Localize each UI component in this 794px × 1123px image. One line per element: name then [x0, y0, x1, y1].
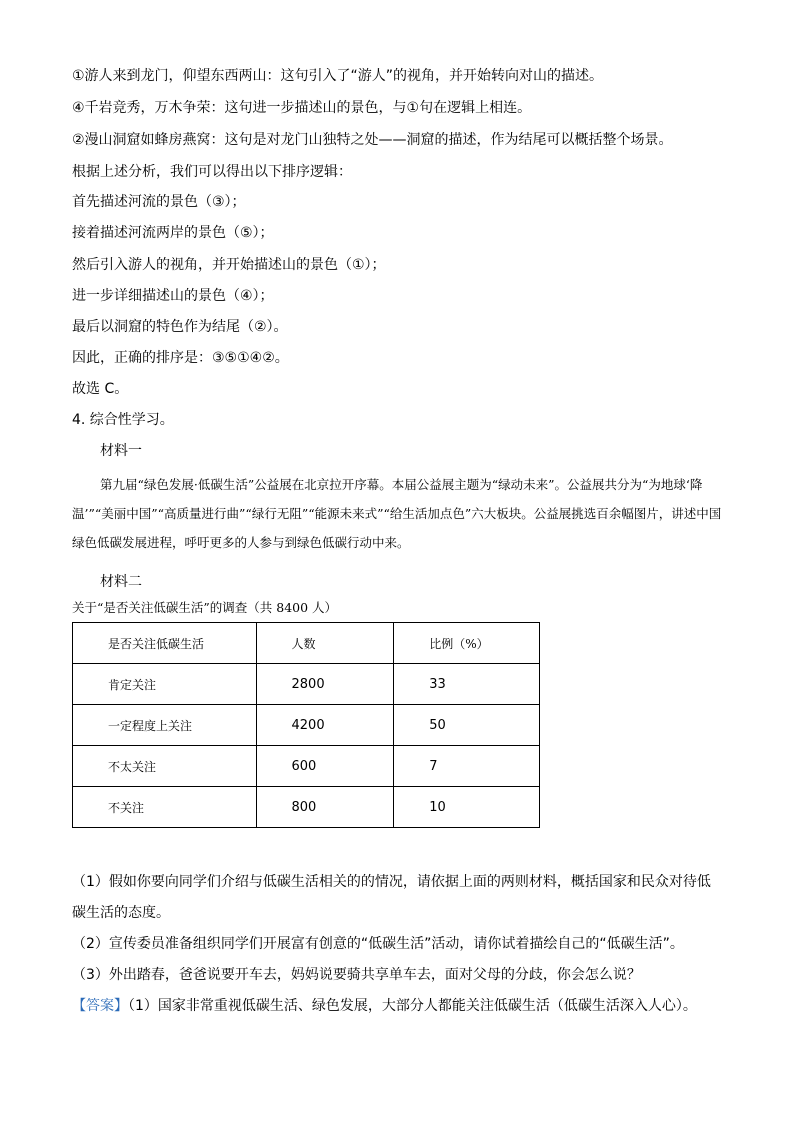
analysis-line: ②漫山洞窟如蜂房燕窝：这句是对龙门山独特之处——洞窟的描述，作为结尾可以概括整个场景。: [72, 132, 673, 148]
answer-tag: 【答案】: [72, 998, 128, 1014]
table-cell: 10: [394, 787, 540, 828]
table-cell: 800: [256, 787, 394, 828]
table-header-row: [73, 623, 540, 664]
header-cell: 比例（%）: [394, 623, 540, 664]
header-cell: 人数: [256, 623, 394, 664]
survey-table: [72, 622, 540, 828]
material1-text: 第九届“绿色发展·低碳生活”公益展在北京拉开序幕。本届公益展主题为“绿动未来”。公益展共分为“为地球‘降温’”“美丽中国”“高质量进行曲”“绿行无阻”“能源未来式”“给生活加点色”六大板块。公益展挑选百余幅图片，讲述中国绿色低碳发展进程，呼吁更多的人参与到绿色低碳行动中来。: [72, 477, 722, 550]
table-cell: 33: [394, 664, 540, 705]
question-line: （3）外出踏春，爸爸说要开车去，妈妈说要骑共享单车去，面对父母的分歧，你会怎么说？: [72, 967, 641, 983]
analysis-line: 最后以洞窟的特色作为结尾（②）。: [72, 319, 288, 335]
table-cell: 肯定关注: [73, 664, 257, 705]
answer-text: （1）国家非常重视低碳生活、绿色发展，大部分人都能关注低碳生活（低碳生活深入人心）。: [128, 998, 697, 1014]
table-cell: 600: [256, 746, 394, 787]
table-caption: 关于“是否关注低碳生活”的调查（共 8400 人）: [72, 600, 338, 615]
analysis-line: 根据上述分析，我们可以得出以下排序逻辑：: [72, 164, 352, 180]
table-cell: 不太关注: [73, 746, 257, 787]
question-line: 碳生活的态度。: [72, 905, 170, 921]
analysis-line: 首先描述河流的景色（③）；: [72, 194, 246, 210]
table-cell: 一定程度上关注: [73, 705, 257, 746]
material1-heading: 材料一: [100, 443, 142, 459]
analysis-line: ④千岩竞秀，万木争荣：这句进一步描述山的景色，与①句在逻辑上相连。: [72, 100, 532, 116]
answer-line: [72, 996, 697, 1016]
table-cell: 4200: [256, 705, 394, 746]
table-row: [73, 705, 540, 746]
analysis-line: 接着描述河流两岸的景色（⑤）；: [72, 225, 274, 241]
table-cell: 7: [394, 746, 540, 787]
analysis-line: ①游人来到龙门，仰望东西两山：这句引入了“游人”的视角，并开始转向对山的描述。: [72, 68, 604, 84]
table-cell: 不关注: [73, 787, 257, 828]
analysis-line: 故选 C。: [72, 381, 129, 397]
table-cell: 2800: [256, 664, 394, 705]
table-row: [73, 664, 540, 705]
question-title: 4. 综合性学习。: [72, 412, 174, 428]
table-row: [73, 746, 540, 787]
analysis-line: 然后引入游人的视角，并开始描述山的景色（①）；: [72, 257, 386, 273]
table-row: [73, 787, 540, 828]
question-line: （2）宣传委员准备组织同学们开展富有创意的“低碳生活”活动，请你试着描绘自己的“低碳生活”。: [72, 936, 684, 952]
analysis-line: 进一步详细描述山的景色（④）；: [72, 288, 274, 304]
analysis-line: 因此，正确的排序是：③⑤①④②。: [72, 350, 289, 366]
header-cell: 是否关注低碳生活: [73, 623, 257, 664]
question-line: （1）假如你要向同学们介绍与低碳生活相关的的情况，请依据上面的两则材料，概括国家和民众对待低: [72, 874, 711, 890]
material2-heading: 材料二: [100, 574, 142, 590]
table-cell: 50: [394, 705, 540, 746]
